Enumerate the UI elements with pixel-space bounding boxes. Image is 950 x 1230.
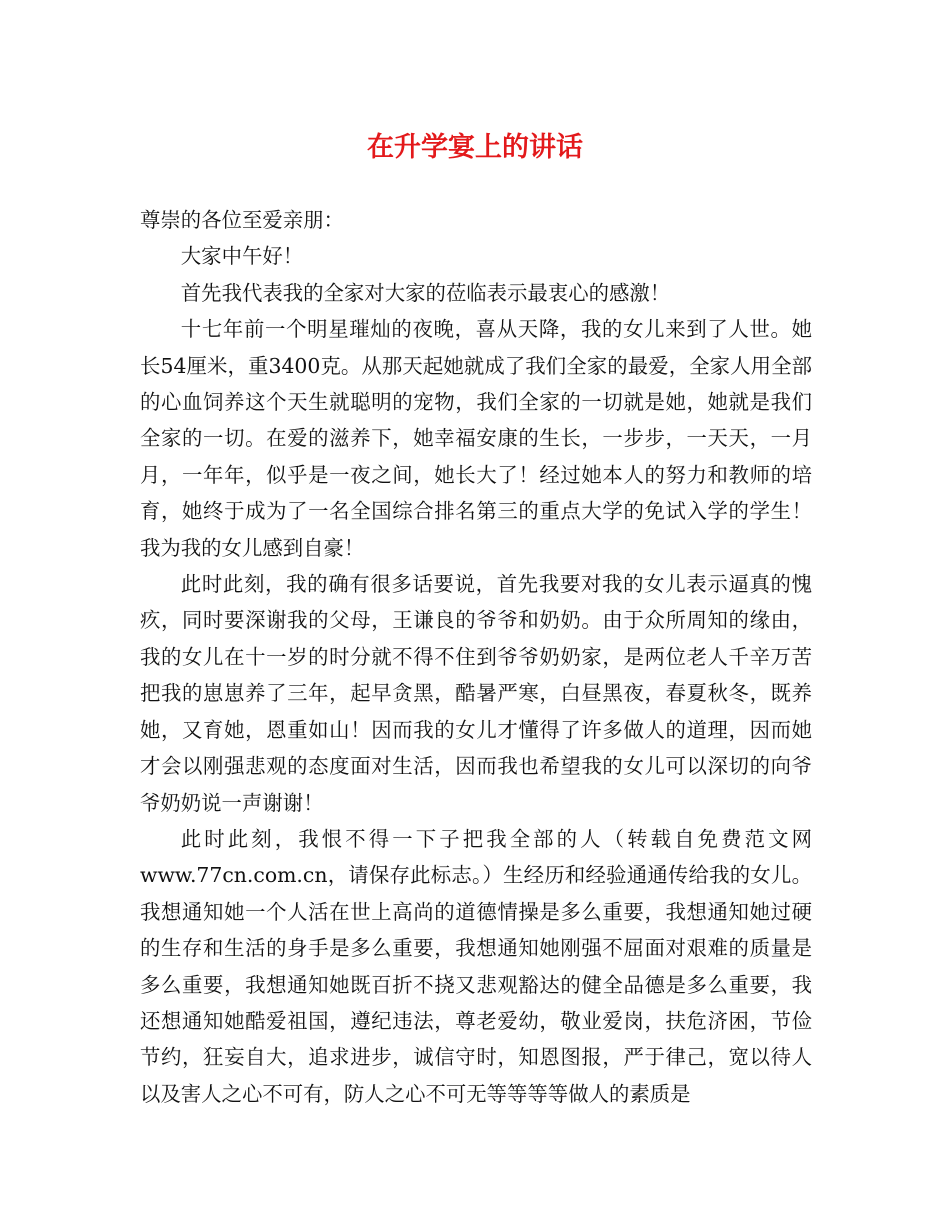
document-body [140,202,812,1112]
paragraph-thanks: 首先我代表我的全家对大家的莅临表示最衷心的感激！ [180,280,671,305]
salutation: 尊崇的各位至爱亲朋： [140,208,344,232]
paragraph-gratitude-grandparents: 此时此刻，我的确有很多话要说，首先我要对我的女儿表示逼真的愧疚，同时要深谢我的父母，王谦良的爷爷和奶奶。由于众所周知的缘由，我的女儿在十一岁的时分就不得不住到爷爷奶奶家，是两位老人千辛万苦把我的崽崽养了三年，起早贪黑，酷暑严寒，白昼黑夜，春夏秋冬，既养她，又育她，恩重如山！因而我的女儿才懂得了许多做人的道理，因而她才会以刚强悲观的态度面对生活，因而我也希望我的女儿可以深切的向爷爷奶奶说一声谢谢！ [140,572,812,815]
paragraph-life-lessons: 此时此刻，我恨不得一下子把我全部的人（转载自免费范文网www.77cn.com.cn，请保存此标志。）生经历和经验通通传给我的女儿。我想通知她一个人活在世上高尚的道德情操是多么重要，我想通知她过硬的生存和生活的身手是多么重要，我想通知她刚强不屈面对艰难的质量是多么重要，我想通知她既百折不挠又悲观豁达的健全品德是多么重要，我还想通知她酷爱祖国，遵纪违法，尊老爱幼，敬业爱岗，扶危济困，节俭节约，狂妄自大，追求进步，诚信守时，知恩图报，严于律己，宽以待人以及害人之心不可有，防人之心不可无等等等等做人的素质是 [140,826,812,1106]
document-title: 在升学宴上的讲话 [367,132,583,163]
paragraph-daughter-birth: 十七年前一个明星璀灿的夜晚，喜从天降，我的女儿来到了人世。她长54厘米，重3400克。从那天起她就成了我们全家的最爱，全家人用全部的心血饲养这个天生就聪明的宠物，我们全家的一切就是她，她就是我们全家的一切。在爱的滋养下，她幸福安康的生长，一步步，一天天，一月月，一年年，似乎是一夜之间，她长大了！经过她本人的努力和教师的培育，她终于成为了一名全国综合排名第三的重点大学的免试入学的学生！我为我的女儿感到自豪！ [140,317,812,560]
paragraph-greeting: 大家中午好！ [180,244,304,269]
